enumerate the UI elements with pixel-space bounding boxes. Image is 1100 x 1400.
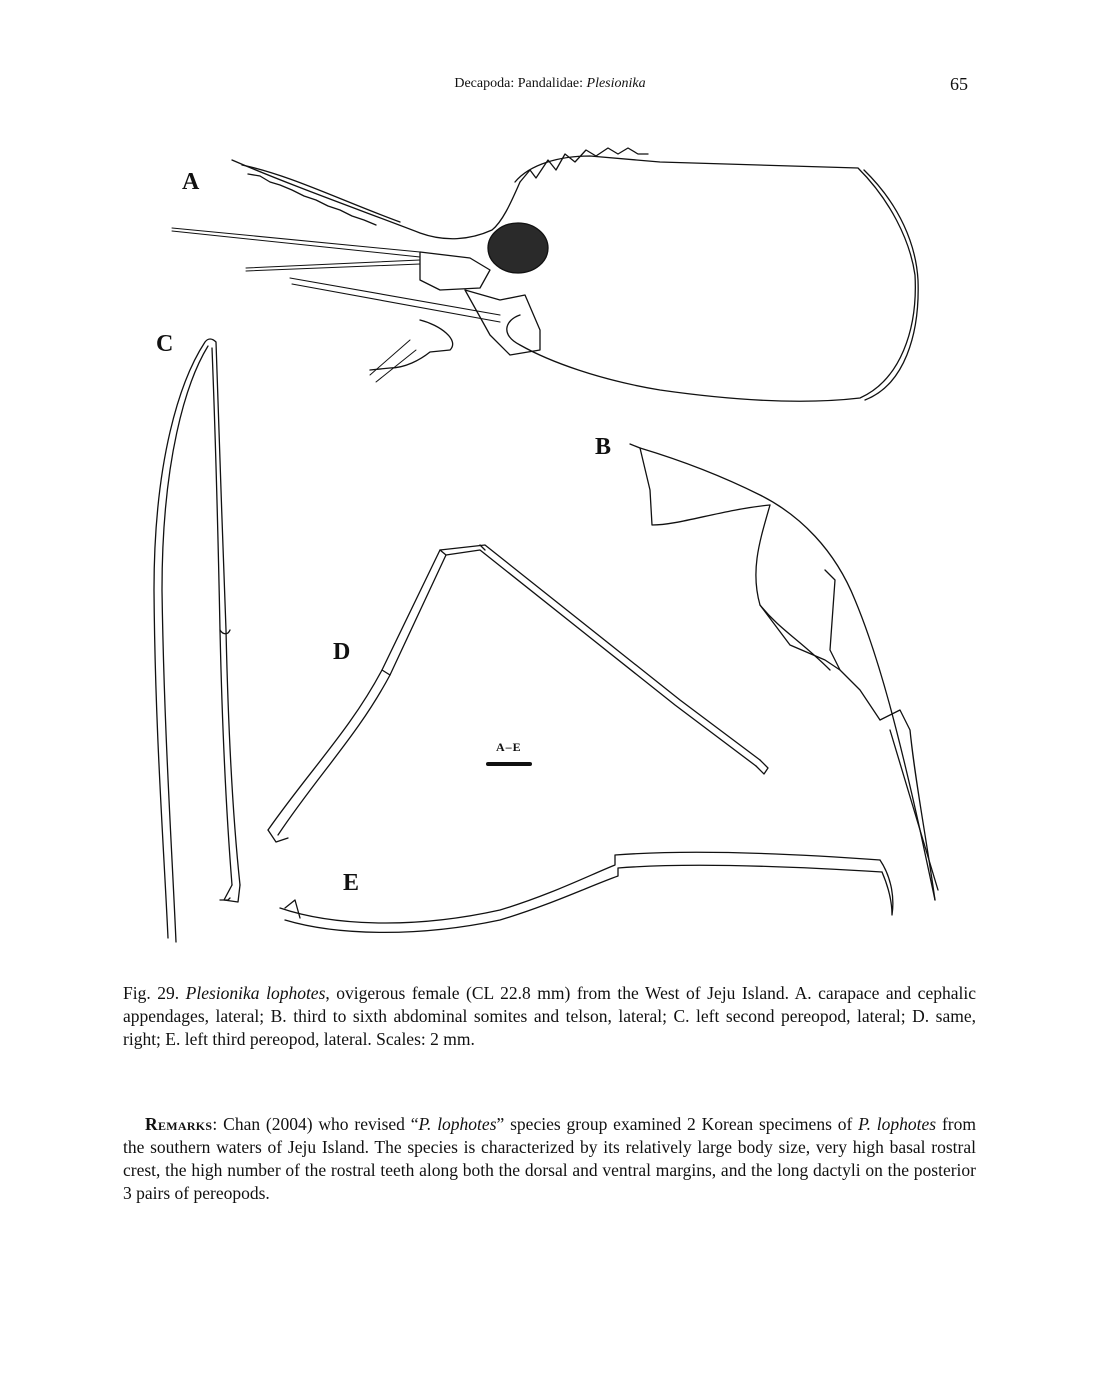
scale-bar-label: A–E bbox=[496, 740, 522, 754]
panel-label-e: E bbox=[343, 870, 360, 896]
remarks-text-2: ” species group examined 2 Korean specimens of bbox=[496, 1114, 859, 1134]
second-pereopod-right-drawing bbox=[268, 545, 768, 842]
remarks-text-3: from the southern waters of Jeju Island. The species is characterized by its relatively large body size, very high basal rostral crest, the high number of the rostral teeth along both the dorsal and ventral margins, and the long dactyli on the posterior 3 pairs of pereopods. bbox=[123, 1114, 976, 1203]
remarks-heading: Remarks bbox=[145, 1114, 213, 1134]
remarks-paragraph bbox=[123, 1113, 976, 1205]
third-pereopod-left-drawing bbox=[280, 852, 893, 932]
remarks-italic-1: P. lophotes bbox=[418, 1114, 497, 1134]
caption-prefix: Fig. 29. bbox=[123, 983, 186, 1003]
figure-caption bbox=[123, 982, 976, 1051]
figure-plate bbox=[120, 130, 1000, 960]
panel-label-a: A bbox=[182, 169, 200, 195]
panel-label-d: D bbox=[333, 639, 351, 665]
remarks-text-1: Chan (2004) who revised “ bbox=[223, 1114, 419, 1134]
running-head bbox=[0, 76, 1100, 92]
abdomen-telson-drawing bbox=[630, 444, 938, 900]
second-pereopod-left-drawing bbox=[154, 339, 240, 942]
caption-species: Plesionika lophotes bbox=[185, 983, 326, 1003]
shrimp-drawing-icon bbox=[120, 130, 1000, 960]
page-number: 65 bbox=[950, 74, 968, 94]
remarks-heading-colon: : bbox=[212, 1114, 224, 1134]
carapace-drawing bbox=[172, 148, 918, 401]
panel-label-b: B bbox=[595, 434, 612, 460]
running-head-prefix: Decapoda: Pandalidae: bbox=[454, 76, 587, 91]
caption-text: , ovigerous female (CL 22.8 mm) from the West of Jeju Island. A. carapace and cephalic appendages, lateral; B. third to sixth abdominal somites and telson, lateral; C. left second pereopod, lateral; D. same, right; E. left third pereopod, lateral. Scales: 2 mm. bbox=[123, 983, 976, 1049]
running-head-genus: Plesionika bbox=[586, 76, 646, 91]
remarks-italic-2: P. lophotes bbox=[858, 1114, 937, 1134]
panel-label-c: C bbox=[156, 331, 174, 357]
